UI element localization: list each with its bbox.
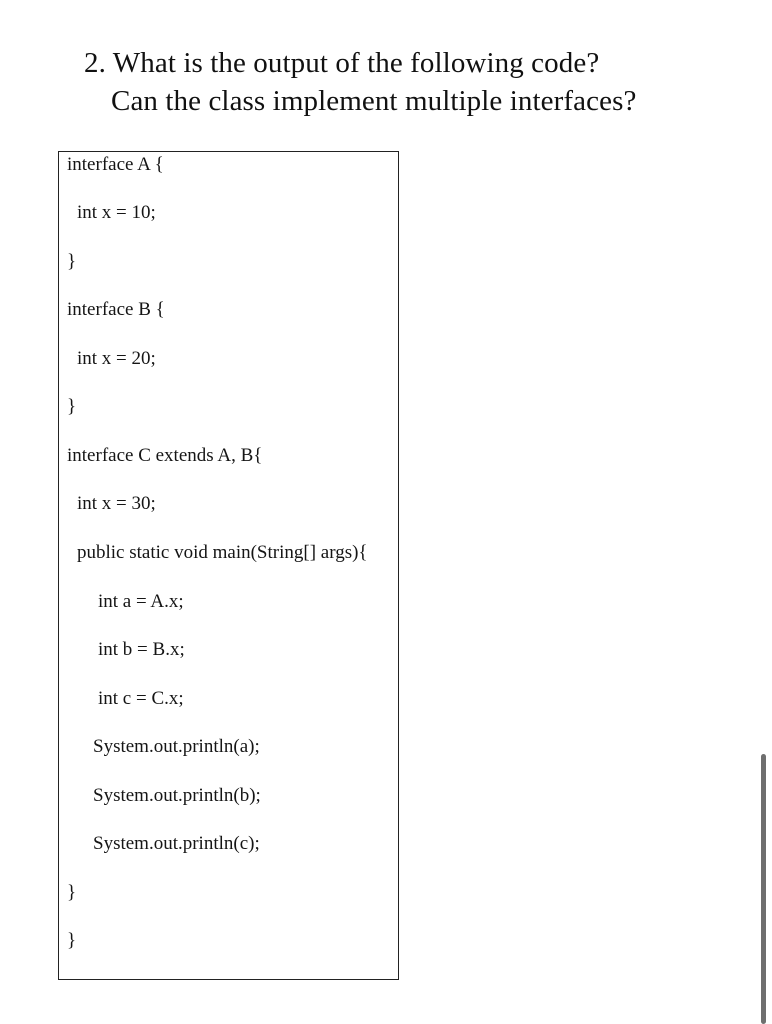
code-block — [58, 151, 399, 980]
code-line-11: int b = B.x; — [98, 639, 185, 660]
code-line-8: int x = 30; — [77, 493, 156, 514]
code-line-9: public static void main(String[] args){ — [77, 542, 368, 563]
code-line-16: } — [67, 882, 77, 903]
code-line-7: interface C extends A, B{ — [67, 445, 263, 466]
code-line-13: System.out.println(a); — [93, 736, 260, 757]
code-line-17: } — [67, 930, 77, 951]
code-line-6: } — [67, 396, 77, 417]
code-line-12: int c = C.x; — [98, 688, 184, 709]
code-line-14: System.out.println(b); — [93, 785, 261, 806]
question-line-2: Can the class implement multiple interfaces? — [111, 85, 637, 117]
question-number: 2. — [84, 47, 106, 79]
vertical-scrollbar[interactable] — [761, 754, 766, 1024]
code-line-10: int a = A.x; — [98, 591, 184, 612]
code-line-5: int x = 20; — [77, 348, 156, 369]
code-line-3: } — [67, 251, 77, 272]
question-text-line-1: What is the output of the following code? — [112, 47, 600, 79]
question-line-1 — [84, 44, 636, 82]
code-line-1: interface A { — [67, 154, 164, 175]
code-line-4: interface B { — [67, 299, 165, 320]
code-line-2: int x = 10; — [77, 202, 156, 223]
question-text — [84, 44, 636, 120]
code-line-15: System.out.println(c); — [93, 833, 260, 854]
